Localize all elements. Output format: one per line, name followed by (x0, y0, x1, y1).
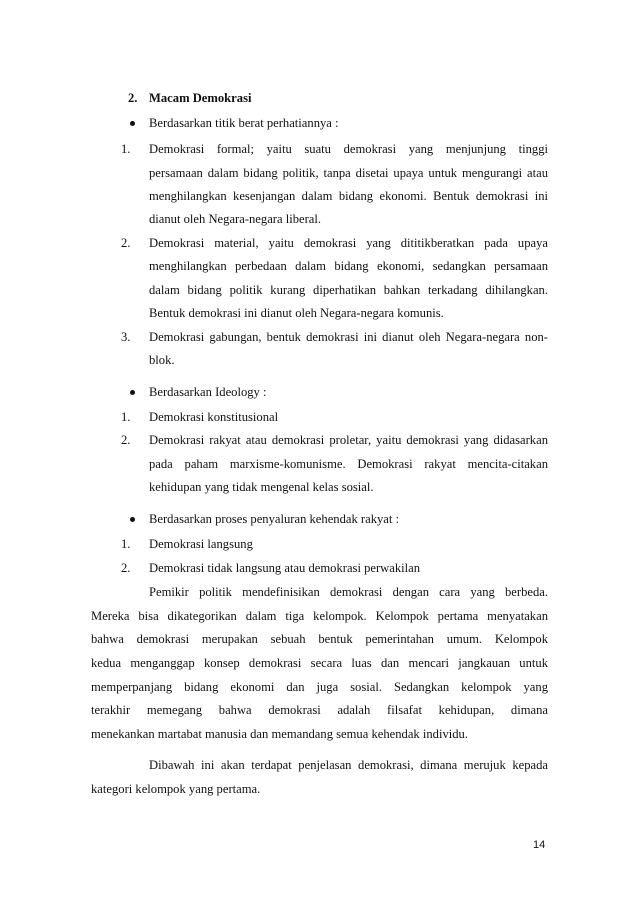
section2-item2-num: 2. (121, 433, 131, 447)
paragraph1-line: bahwa demokrasi merupakan sebuah bentuk pemerintahan umum. Kelompok (91, 632, 548, 646)
section1-item1-line: menghilangkan kesenjangan dalam bidang ekonomi. Bentuk demokrasi ini (149, 189, 548, 203)
bullet-icon (130, 121, 135, 126)
section2-item1-num: 1. (121, 410, 131, 424)
section2-item2-line: Demokrasi rakyat atau demokrasi proletar, yaitu demokrasi yang didasarkan (149, 433, 548, 447)
section1-item3-num: 3. (121, 330, 131, 344)
paragraph1-line: terakhir memegang bahwa demokrasi adalah filsafat kehidupan, dimana (91, 703, 548, 717)
section1-item2-line: Demokrasi material, yaitu demokrasi yang dititikberatkan pada upaya (149, 236, 548, 250)
paragraph2-line: Dibawah ini akan terdapat penjelasan demokrasi, dimana merujuk kepada (149, 758, 548, 772)
paragraph1-line: Mereka bisa dikategorikan dalam tiga kelompok. Kelompok pertama menyatakan (91, 609, 548, 623)
paragraph1-line: kedua menganggap konsep demokrasi secara luas dan mencari jangkauan untuk (91, 656, 548, 670)
section1-item3-line: blok. (149, 353, 175, 367)
heading-number: 2. (128, 91, 138, 105)
section3-item2-line: Demokrasi tidak langsung atau demokrasi perwakilan (149, 561, 421, 575)
section2-item1-line: Demokrasi konstitusional (149, 410, 279, 424)
paragraph1-line: memperpanjang bidang ekonomi dan juga sosial. Sedangkan kelompok yang (91, 680, 548, 694)
section1-item2-line: menghilangkan perbedaan dalam bidang ekonomi, sedangkan persamaan (149, 259, 548, 273)
paragraph1-line: menekankan martabat manusia dan memandang semua kehendak individu. (91, 727, 468, 741)
section1-item1-line: Demokrasi formal; yaitu suatu demokrasi yang menjunjung tinggi (149, 142, 548, 156)
section1-intro: Berdasarkan titik berat perhatiannya : (149, 116, 339, 130)
bullet-icon (130, 390, 135, 395)
section3-item1-num: 1. (121, 537, 131, 551)
page-number: 14 (533, 839, 546, 851)
section3-intro: Berdasarkan proses penyaluran kehendak rakyat : (149, 512, 400, 526)
paragraph1-line: Pemikir politik mendefinisikan demokrasi dengan cara yang berbeda. (149, 585, 548, 599)
section1-item2-line: Bentuk demokrasi ini dianut oleh Negara-negara komunis. (149, 306, 444, 320)
section2-item2-line: kehidupan yang tidak mengenal kelas sosial. (149, 480, 374, 494)
bullet-icon (130, 517, 135, 522)
section3-item2-num: 2. (121, 561, 131, 575)
section2-item2-line: pada paham marxisme-komunisme. Demokrasi rakyat mencita-citakan (149, 457, 548, 471)
section2-intro: Berdasarkan Ideology : (149, 385, 267, 399)
section1-item2-line: dalam bidang politik kurang diperhatikan bahkan terkadang dihilangkan. (149, 283, 548, 297)
section1-item2-num: 2. (121, 236, 131, 250)
section3-item1-line: Demokrasi langsung (149, 537, 253, 551)
heading-title: Macam Demokrasi (149, 91, 252, 105)
section1-item1-line: persamaan dalam bidang politik, tanpa disetai upaya untuk mengurangi atau (149, 166, 548, 180)
paragraph2-line: kategori kelompok yang pertama. (91, 782, 261, 796)
section1-item3-line: Demokrasi gabungan, bentuk demokrasi ini dianut oleh Negara-negara non- (149, 330, 548, 344)
section1-item1-line: dianut oleh Negara-negara liberal. (149, 212, 322, 226)
section1-item1-num: 1. (121, 142, 131, 156)
